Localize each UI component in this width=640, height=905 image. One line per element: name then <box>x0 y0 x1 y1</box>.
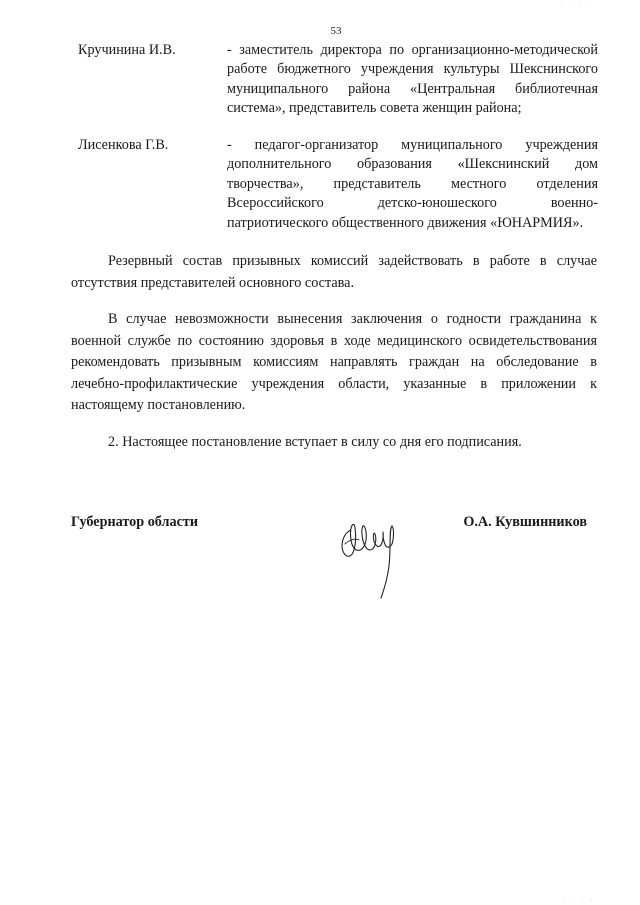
paragraph-reserve: Резервный состав призывных комиссий задействовать в работе в случае отсутствия представителей основного состава. <box>71 253 597 291</box>
governor-title: Губернатор области <box>71 514 199 530</box>
paragraph-medical-exam: В случае невозможности вынесения заключения о годности гражданина к военной службе по состоянию здоровья в ходе медицинского освидетельствования рекомендовать призывным комиссиям направлять граждан на обследование в лечебно-профилактические учреждения области, указанные в приложении к настоящему постановлению. <box>71 311 597 414</box>
paragraph-effective-date: 2. Настоящее постановление вступает в силу со дня его подписания. <box>108 434 522 450</box>
page-number: 53 <box>330 25 342 37</box>
member-name: Лисенкова Г.В. <box>78 137 169 153</box>
handwritten-signature <box>337 500 407 605</box>
scan-artifact-bottom: · · · · <box>562 896 595 903</box>
scan-artifact-top: · · · · <box>560 2 593 9</box>
governor-name: О.А. Кувшинников <box>463 514 587 530</box>
member-name: Кручинина И.В. <box>78 42 176 58</box>
member-role: - заместитель директора по организационно-методической работе бюджетного учреждения культуры Шекснинского муниципального района «Центральная библиотечная система», представитель совета женщин района; <box>227 42 598 117</box>
member-role: - педагог-организатор муниципального учреждения дополнительного образования «Шекснинский дом творчества», представитель местного отделения Всероссийского детско-юношеского военно-патриотического общественного движения «ЮНАРМИЯ». <box>227 137 598 231</box>
signature-block <box>71 514 597 604</box>
